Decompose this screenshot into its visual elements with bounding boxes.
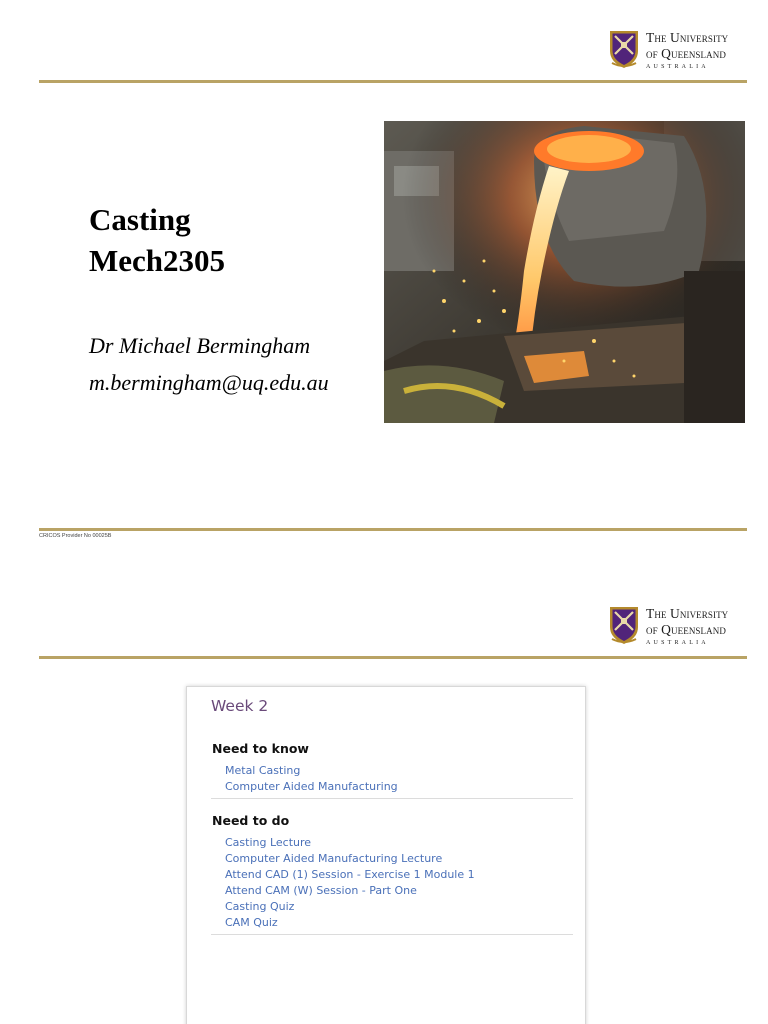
week-overview-slide	[0, 548, 768, 1024]
link-casting-quiz[interactable]: Casting Quiz	[225, 900, 295, 913]
need-to-know-list	[225, 763, 398, 795]
footer-divider	[39, 528, 747, 531]
week-panel	[186, 686, 586, 1024]
logo-line-3: AUSTRALIA	[646, 640, 709, 646]
author-name: Dr Michael Bermingham	[89, 333, 311, 358]
uq-crest-icon	[609, 29, 639, 69]
need-to-do-list	[225, 835, 475, 931]
link-cam-lecture[interactable]: Computer Aided Manufacturing Lecture	[225, 852, 443, 865]
logo-line-3: AUSTRALIA	[646, 64, 709, 70]
molten-metal-pour-photo	[384, 121, 745, 423]
need-to-do-heading: Need to do	[212, 813, 290, 828]
section-divider	[211, 798, 573, 799]
header-divider	[39, 80, 747, 83]
link-casting-lecture[interactable]: Casting Lecture	[225, 836, 312, 849]
logo-line-1: The University	[646, 606, 729, 621]
need-to-know-heading: Need to know	[212, 741, 309, 756]
link-cad-session[interactable]: Attend CAD (1) Session - Exercise 1 Module 1	[225, 868, 475, 881]
link-computer-aided-manufacturing[interactable]: Computer Aided Manufacturing	[225, 780, 398, 793]
uq-logo	[609, 29, 749, 71]
slide-title: Casting	[89, 202, 191, 237]
link-metal-casting[interactable]: Metal Casting	[225, 764, 301, 777]
week-title: Week 2	[211, 697, 269, 715]
logo-line-2: of Queensland	[646, 46, 726, 61]
uq-logo	[609, 605, 749, 647]
cricos-notice: CRICOS Provider No 00025B	[39, 533, 112, 539]
author-email: m.bermingham@uq.edu.au	[89, 370, 329, 395]
logo-line-1: The University	[646, 30, 729, 45]
link-cam-session[interactable]: Attend CAM (W) Session - Part One	[225, 884, 417, 897]
logo-line-2: of Queensland	[646, 622, 726, 637]
link-cam-quiz[interactable]: CAM Quiz	[225, 916, 278, 929]
course-code: Mech2305	[89, 243, 226, 278]
header-divider	[39, 656, 747, 659]
uq-crest-icon	[609, 605, 639, 645]
section-divider	[211, 934, 573, 935]
